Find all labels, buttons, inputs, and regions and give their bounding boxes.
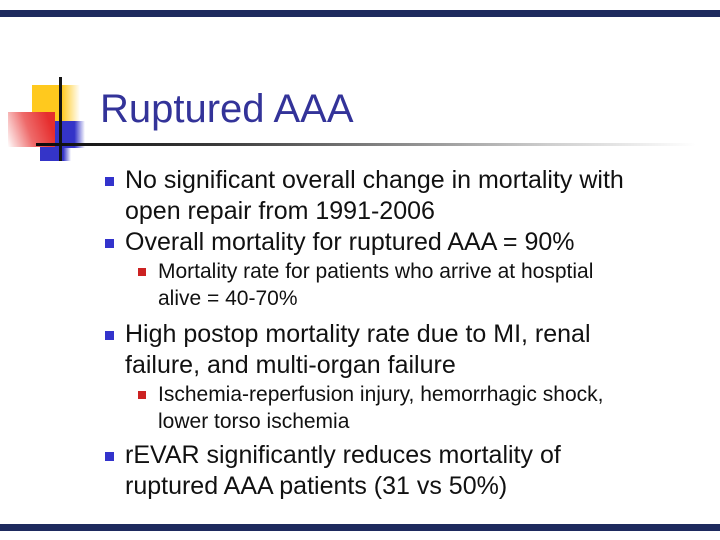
- sub-bullet-item: [100, 258, 710, 312]
- bullet-item: [100, 319, 710, 381]
- bullet-square-icon: [105, 331, 114, 340]
- bullet-text: [125, 319, 710, 381]
- sub-bullet-text: [158, 258, 710, 312]
- bullet-square-icon: [105, 177, 114, 186]
- bullet-line: Mortality rate for patients who arrive at hosptial: [158, 260, 594, 283]
- title-underline-rule: [36, 143, 696, 146]
- bullet-line: ruptured AAA patients (31 vs 50%): [125, 472, 508, 500]
- bullet-square-icon: [105, 239, 114, 248]
- bullet-line: No significant overall change in mortality with: [125, 166, 624, 194]
- bottom-edge-bar: [0, 524, 720, 531]
- bullet-text: [125, 227, 710, 258]
- bullet-square-icon: [105, 452, 114, 461]
- decor-red-square: [8, 112, 55, 147]
- bullet-item: [100, 227, 710, 258]
- bullet-line: Overall mortality for ruptured AAA = 90%: [125, 228, 575, 256]
- bullet-line: failure, and multi-organ failure: [125, 351, 456, 379]
- bullet-list: [100, 165, 710, 502]
- bullet-text: [125, 165, 710, 227]
- sub-bullet-item: [100, 381, 710, 435]
- top-edge-bar: [0, 10, 720, 17]
- slide-title: Ruptured AAA: [100, 87, 354, 131]
- bullet-line: Ischemia-reperfusion injury, hemorrhagic shock,: [158, 383, 604, 406]
- bullet-line: High postop mortality rate due to MI, renal: [125, 320, 591, 348]
- sub-bullet-square-icon: [138, 391, 146, 399]
- decor-blue-square-lower: [40, 147, 71, 161]
- sub-bullet-text: [158, 381, 710, 435]
- decor-vertical-line: [59, 77, 62, 161]
- bullet-line: open repair from 1991-2006: [125, 197, 435, 225]
- bullet-text: [125, 440, 710, 502]
- bullet-line: alive = 40-70%: [158, 287, 298, 310]
- bullet-item: [100, 440, 710, 502]
- bullet-line: rEVAR significantly reduces mortality of: [125, 441, 561, 469]
- bullet-item: [100, 165, 710, 227]
- sub-bullet-square-icon: [138, 268, 146, 276]
- bullet-line: lower torso ischemia: [158, 410, 350, 433]
